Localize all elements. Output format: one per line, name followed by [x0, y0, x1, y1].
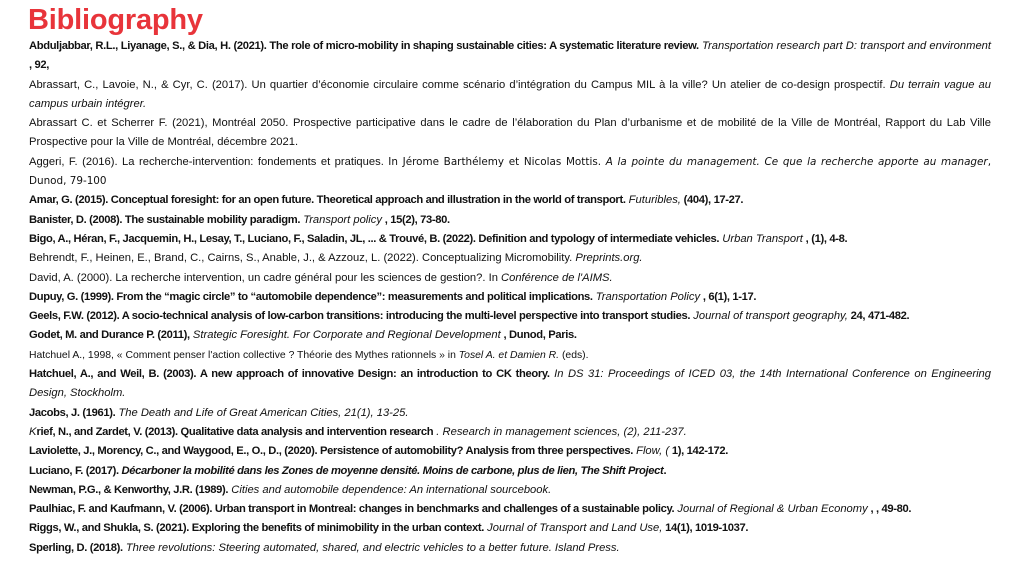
reference-item	[29, 76, 991, 115]
reference-item	[29, 153, 991, 192]
reference-item	[29, 481, 991, 500]
reference-item	[29, 211, 991, 230]
reference-item	[29, 423, 991, 442]
reference-source: Décarboner la mobilité dans les Zones de moyenne densité. Moins de carbone, plus de lien, The Shift Project	[118, 464, 664, 477]
reference-volume: , (1), 4-8.	[802, 232, 848, 245]
reference-text: Dupuy, G. (1999). From the “magic circle” to “automobile dependence”: measurements and political implications.	[29, 290, 593, 303]
reference-source: Flow, (	[633, 445, 670, 458]
reference-text: Newman, P.G., & Kenworthy, J.R. (1989).	[29, 483, 229, 496]
reference-volume: (404), 17-27.	[680, 194, 744, 207]
reference-volume: .	[663, 464, 667, 477]
reference-volume: , Dunod, 79-100	[29, 155, 992, 188]
reference-source: Du terrain vague au campus urbain intégrer.	[29, 78, 992, 110]
reference-item	[29, 307, 991, 326]
reference-volume: , , 49-80.	[867, 503, 912, 516]
reference-text: Geels, F.W. (2012). A socio-technical analysis of low-carbon transitions: introducing the multi-level perspective into transport studies.	[29, 310, 691, 323]
reference-item	[29, 346, 991, 365]
reference-text: David, A. (2000). La recherche intervention, un cadre général pour les sciences de gestion?. In	[29, 271, 498, 284]
reference-text: Laviolette, J., Morency, C., and Waygood, E., O., D., (2020). Persistence of automobility? Analysis from three perspectives.	[29, 445, 633, 458]
reference-text: Bigo, A., Héran, F., Jacquemin, H., Lesay, T., Luciano, F., Saladin, JL, ... & Trouvé, B. (2022). Definition and typology of intermediate vehicles.	[29, 232, 720, 245]
reference-volume: (eds).	[559, 349, 589, 361]
reference-volume: 1), 142-172.	[669, 445, 728, 458]
reference-item	[29, 404, 991, 423]
reference-source: Futuribles,	[625, 194, 681, 207]
reference-item	[29, 442, 991, 461]
reference-text: Sperling, D. (2018).	[29, 541, 123, 554]
reference-text: Abrassart, C., Lavoie, N., & Cyr, C. (2017). Un quartier d’économie circulaire comme scénario d’intégration du Campus MIL à la ville? Un atelier de co-design prospectif.	[29, 78, 886, 91]
reference-text: Banister, D. (2008). The sustainable mobility paradigm.	[29, 213, 301, 226]
reference-source: Preprints.org.	[572, 252, 643, 265]
reference-item	[29, 539, 991, 558]
reference-volume: , 92,	[29, 59, 50, 72]
reference-text: Amar, G. (2015). Conceptual foresight: for an open future. Theoretical approach and illustration in the world of transport.	[29, 194, 626, 207]
reference-list	[29, 37, 991, 558]
reference-item	[29, 462, 991, 481]
reference-source: Urban Transport	[719, 232, 803, 245]
reference-source: A la pointe du management. Ce que la recherche apporte au manager	[605, 155, 988, 168]
reference-source: . Research in management sciences, (2), 211-237.	[433, 425, 687, 438]
reference-item	[29, 249, 991, 268]
reference-text: Aggeri, F. (2016). La recherche-intervention: fondements et pratiques.	[29, 155, 389, 168]
reference-source: The Death and Life of Great American Cities, 21(1), 13-25.	[115, 406, 409, 419]
reference-item	[29, 230, 991, 249]
reference-text: Abrassart C. et Scherrer F. (2021), Montréal 2050. Prospective participative dans le cadre de l’élaboration du Plan d’urbanisme et de mobilité de la Ville de Montréal, Rapport du Lab Ville Prospective pour la Ville de Montréal, décembre 2021.	[29, 117, 991, 149]
reference-volume: 14(1), 1019-1037.	[662, 522, 749, 535]
reference-text: Luciano, F. (2017).	[29, 464, 119, 477]
reference-item	[29, 365, 991, 404]
reference-text: Jacobs, J. (1961).	[29, 406, 116, 419]
reference-text: rief, N., and Zardet, V. (2013). Qualitative data analysis and intervention research	[36, 425, 434, 438]
reference-text: Behrendt, F., Heinen, E., Brand, C., Cairns, S., Anable, J., & Azzouz, L. (2022). Conceptualizing Micromobility.	[29, 252, 573, 265]
reference-volume: 24, 471-482.	[847, 310, 910, 323]
reference-item	[29, 37, 991, 76]
reference-volume: , 15(2), 73-80.	[381, 213, 450, 226]
reference-text: Paulhiac, F. and Kaufmann, V. (2006). Urban transport in Montreal: changes in benchmarks and challenges of a sustainable policy.	[29, 503, 675, 516]
reference-item	[29, 114, 991, 153]
reference-item	[29, 326, 991, 345]
reference-source: Conférence de l'AIMS.	[497, 271, 613, 284]
reference-source: Journal of Regional & Urban Economy	[674, 503, 868, 516]
reference-source: Cities and automobile dependence: An international sourcebook.	[228, 483, 552, 496]
reference-item	[29, 191, 991, 210]
reference-text: Godet, M. and Durance P. (2011),	[29, 329, 190, 342]
reference-source: Journal of transport geography,	[690, 310, 848, 323]
page-title: Bibliography	[28, 4, 203, 36]
reference-text: Abduljabbar, R.L., Liyanage, S., & Dia, H. (2021). The role of micro-mobility in shaping sustainable cities: A systematic literature review.	[29, 40, 699, 52]
reference-source: Journal of Transport and Land Use,	[484, 522, 663, 535]
reference-text: Hatchuel A., 1998, « Comment penser l'action collective ? Théorie des Mythes rationnels » in	[29, 349, 456, 361]
reference-source: Transportation Policy	[592, 290, 701, 303]
reference-source: Transport policy	[300, 213, 382, 226]
reference-item	[29, 288, 991, 307]
reference-source: Three revolutions: Steering automated, shared, and electric vehicles to a better future. Island Press.	[122, 541, 620, 554]
reference-volume: , 6(1), 1-17.	[700, 290, 757, 303]
reference-item	[29, 500, 991, 519]
reference-source: Tosel A. et Damien R.	[455, 349, 560, 361]
reference-source: Strategic Foresight. For Corporate and Regional Development	[189, 329, 501, 342]
reference-text: Riggs, W., and Shukla, S. (2021). Exploring the benefits of minimobility in the urban context.	[29, 522, 485, 535]
reference-volume: , Dunod, Paris.	[500, 329, 577, 342]
reference-text: Hatchuel, A., and Weil, B. (2003). A new approach of innovative Design: an introduction to CK theory.	[29, 368, 550, 381]
reference-editors: In Jérome Barthélemy et Nicolas Mottis.	[388, 155, 606, 168]
reference-initial: K	[29, 425, 37, 438]
reference-item	[29, 519, 991, 538]
reference-item	[29, 269, 991, 288]
reference-source: In DS 31: Proceedings of ICED 03, the 14th International Conference on Engineering Design, Stockholm.	[29, 368, 991, 400]
reference-source: Transportation research part D: transport and environment	[698, 40, 991, 52]
